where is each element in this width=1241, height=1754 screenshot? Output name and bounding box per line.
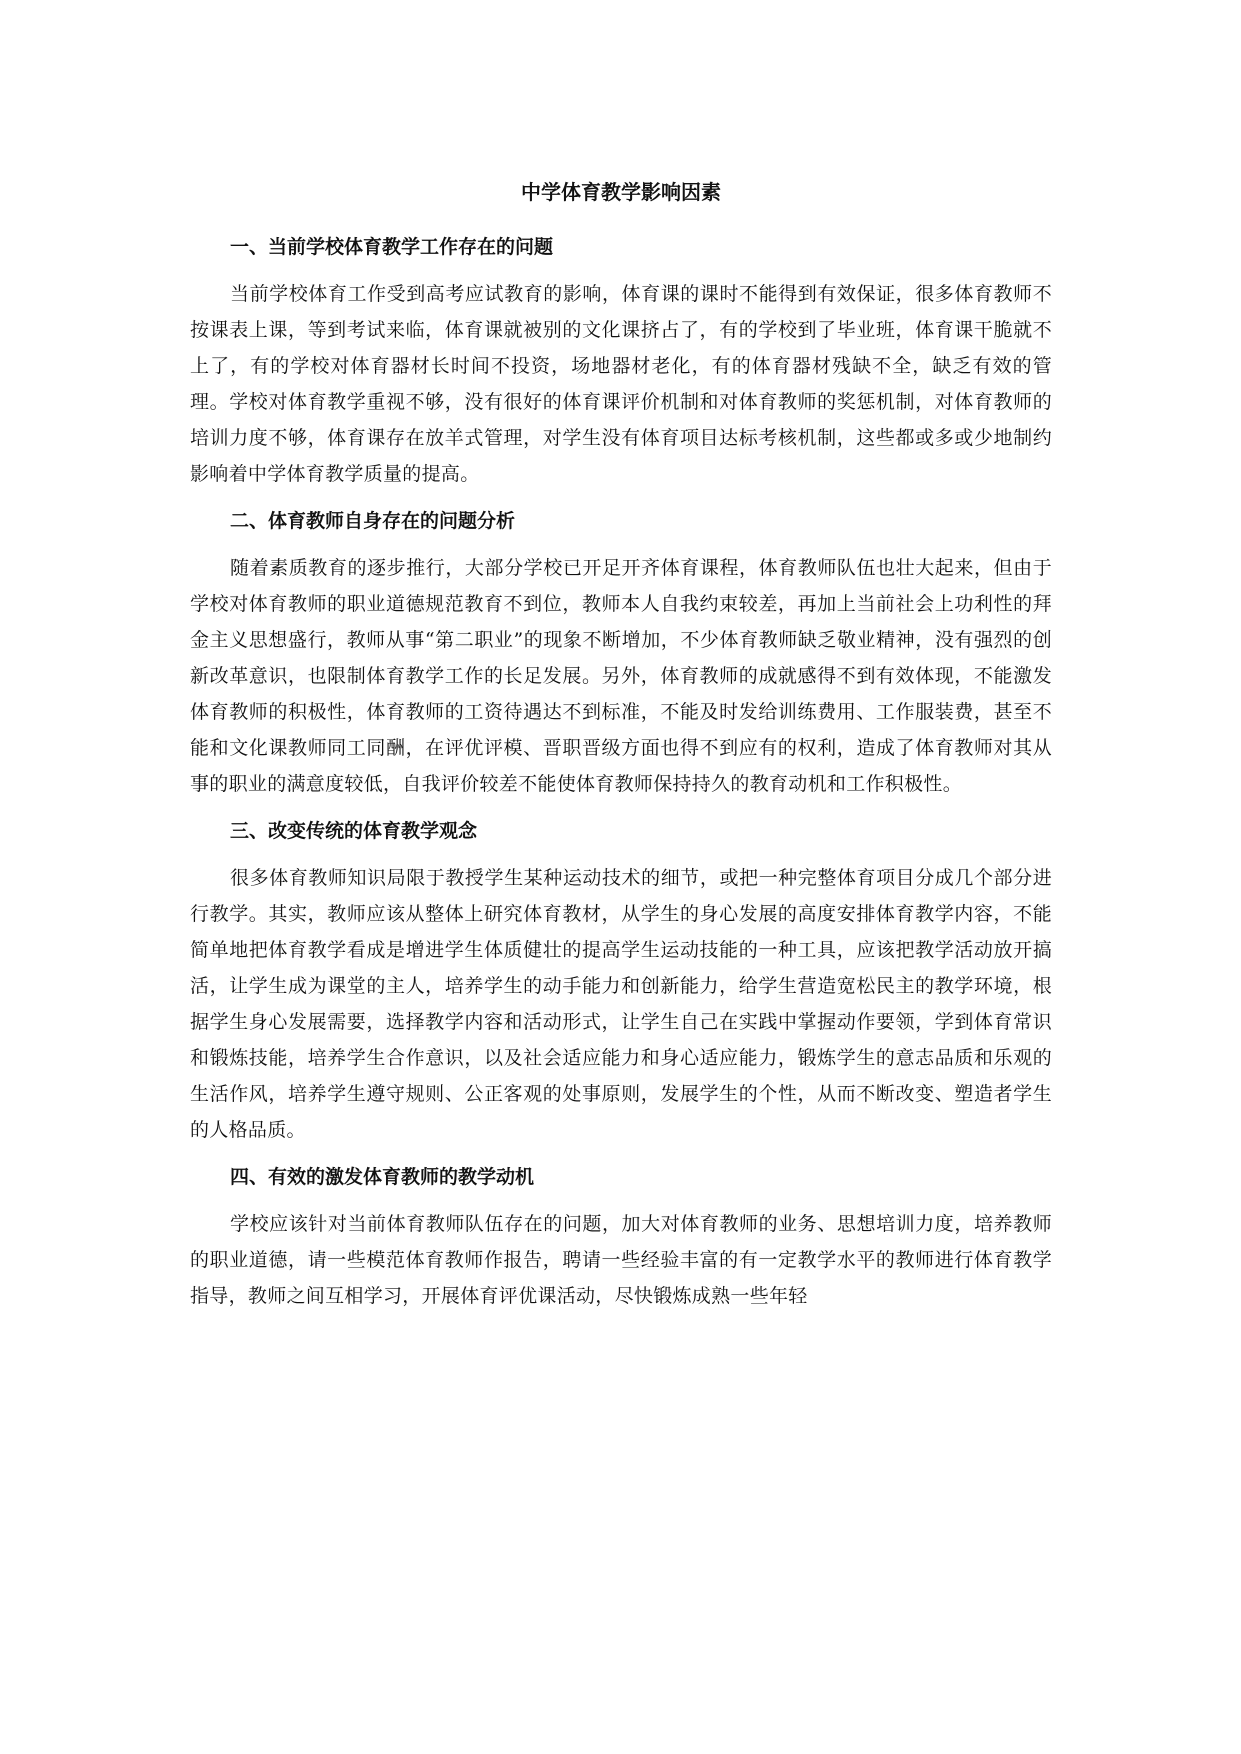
document-content	[190, 178, 1052, 1330]
section-4	[190, 1164, 1052, 1314]
section-paragraph: 很多体育教师知识局限于教授学生某种运动技术的细节，或把一种完整体育项目分成几个部分进行教学。其实，教师应该从整体上研究体育教材，从学生的身心发展的高度安排体育教学内容，不能简单地把体育教学看成是增进学生体质健壮的提高学生运动技能的一种工具，应该把教学活动放开搞活，让学生成为课堂的主人，培养学生的动手能力和创新能力，给学生营造宽松民主的教学环境，根据学生身心发展需要，选择教学内容和活动形式，让学生自己在实践中掌握动作要领，学到体育常识和锻炼技能，培养学生合作意识，以及社会适应能力和身心适应能力，锻炼学生的意志品质和乐观的生活作风，培养学生遵守规则、公正客观的处事原则，发展学生的个性，从而不断改变、塑造者学生的人格品质。	[190, 867, 1052, 1141]
section-heading: 四、有效的激发体育教师的教学动机	[230, 1166, 535, 1188]
document-title: 中学体育教学影响因素	[521, 180, 721, 204]
section-1	[190, 234, 1052, 492]
section-heading: 三、改变传统的体育教学观念	[230, 820, 478, 842]
section-paragraph: 当前学校体育工作受到高考应试教育的影响，体育课的课时不能得到有效保证，很多体育教师不按课表上课，等到考试来临，体育课就被别的文化课挤占了，有的学校到了毕业班，体育课干脆就不上了，有的学校对体育器材长时间不投资，场地器材老化，有的体育器材残缺不全，缺乏有效的管理。学校对体育教学重视不够，没有很好的体育课评价机制和对体育教师的奖惩机制，对体育教师的培训力度不够，体育课存在放羊式管理，对学生没有体育项目达标考核机制，这些都或多或少地制约影响着中学体育教学质量的提高。	[190, 283, 1052, 485]
section-2	[190, 508, 1052, 802]
section-heading: 二、体育教师自身存在的问题分析	[230, 510, 516, 532]
section-3	[190, 818, 1052, 1148]
section-heading: 一、当前学校体育教学工作存在的问题	[230, 236, 554, 258]
section-paragraph: 随着素质教育的逐步推行，大部分学校已开足开齐体育课程，体育教师队伍也壮大起来，但由于学校对体育教师的职业道德规范教育不到位，教师本人自我约束较差，再加上当前社会上功利性的拜金主义思想盛行，教师从事“第二职业”的现象不断增加，不少体育教师缺乏敬业精神，没有强烈的创新改革意识，也限制体育教学工作的长足发展。另外，体育教师的成就感得不到有效体现，不能激发体育教师的积极性，体育教师的工资待遇达不到标准，不能及时发给训练费用、工作服装费，甚至不能和文化课教师同工同酬，在评优评模、晋职晋级方面也得不到应有的权利，造成了体育教师对其从事的职业的满意度较低，自我评价较差不能使体育教师保持持久的教育动机和工作积极性。	[190, 557, 1052, 795]
section-paragraph: 学校应该针对当前体育教师队伍存在的问题，加大对体育教师的业务、思想培训力度，培养教师的职业道德，请一些模范体育教师作报告，聘请一些经验丰富的有一定教学水平的教师进行体育教学指导，教师之间互相学习，开展体育评优课活动，尽快锻炼成熟一些年轻	[190, 1213, 1052, 1307]
